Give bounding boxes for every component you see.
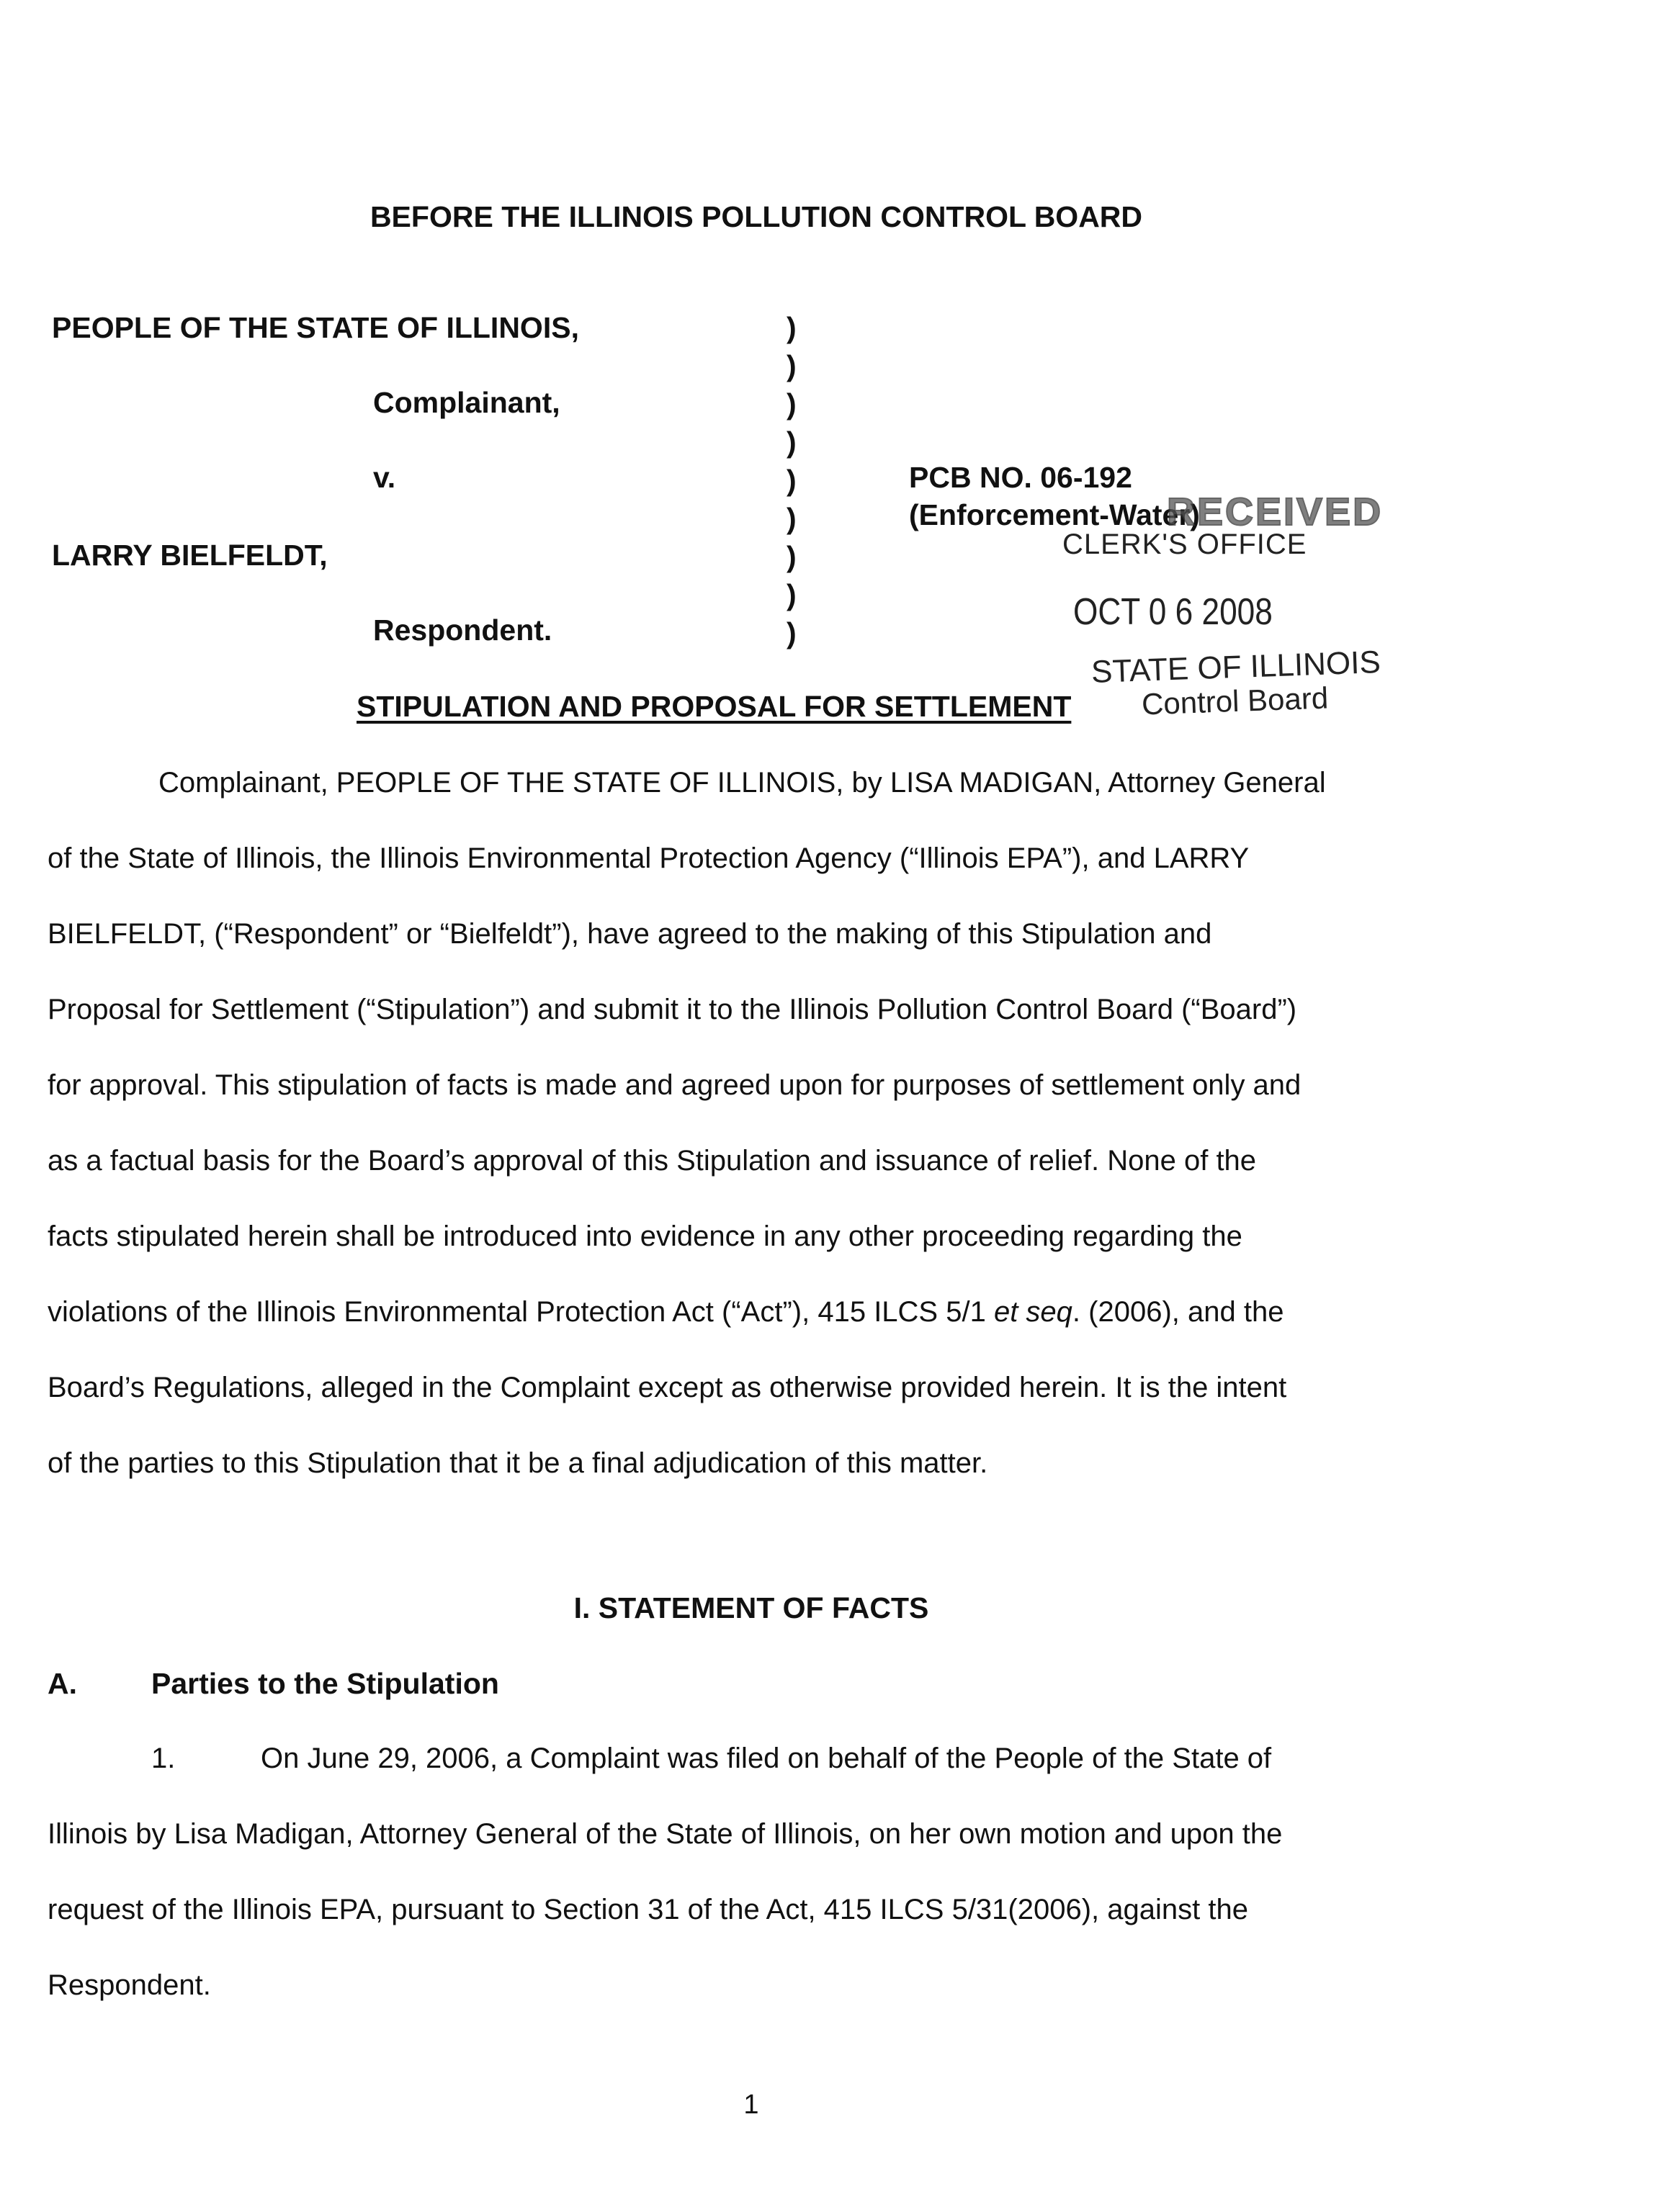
body-line: as a factual basis for the Board’s approval of this Stipulation and issuance of relief. None of the — [48, 1145, 1257, 1177]
body-line: Respondent. — [48, 1969, 211, 2001]
body-text: violations of the Illinois Environmental Protection Act (“Act”), 415 ILCS 5/1 — [48, 1296, 994, 1328]
body-line: facts stipulated herein shall be introduced into evidence in any other proceeding regarding the — [48, 1220, 1242, 1252]
body-line: Proposal for Settlement (“Stipulation”) and submit it to the Illinois Pollution Control Board (“Board”) — [48, 994, 1297, 1025]
body-line: of the parties to this Stipulation that it be a final adjudication of this matter. — [48, 1447, 988, 1479]
received-stamp: RECEIVED — [1167, 490, 1384, 534]
body-text: . (2006), and the — [1072, 1296, 1284, 1328]
stamp-board: Control Board — [1141, 680, 1329, 721]
section-heading: I. STATEMENT OF FACTS — [573, 1591, 929, 1624]
body-line: On June 29, 2006, a Complaint was filed on behalf of the People of the State of — [261, 1743, 1272, 1774]
versus-label: v. — [373, 461, 396, 494]
body-line: for approval. This stipulation of facts is made and agreed upon for purposes of settlement only and — [48, 1069, 1302, 1101]
respondent-name: LARRY BIELFELDT, — [52, 539, 328, 572]
paragraph-number: 1. — [151, 1743, 176, 1774]
caption-paren: ) — [787, 464, 797, 497]
stamp-date: OCT 0 6 2008 — [1073, 591, 1273, 633]
italic-term: et seq — [993, 1296, 1072, 1328]
caption-paren: ) — [787, 540, 797, 573]
caption-paren: ) — [787, 616, 797, 649]
case-number: PCB NO. 06-192 — [909, 461, 1132, 494]
respondent-role: Respondent. — [373, 613, 552, 647]
body-line: of the State of Illinois, the Illinois Environmental Protection Agency (“Illinois EPA”), and LARRY — [48, 842, 1250, 874]
body-line — [48, 1296, 1284, 1328]
body-line: request of the Illinois EPA, pursuant to Section 31 of the Act, 415 ILCS 5/31(2006), against the — [48, 1894, 1248, 1925]
document-title: STIPULATION AND PROPOSAL FOR SETTLEMENT — [357, 690, 1072, 723]
caption-paren: ) — [787, 502, 797, 535]
complainant-role: Complainant, — [373, 386, 560, 419]
stamp-clerks-office: CLERK'S OFFICE — [1062, 529, 1307, 560]
subsection-title: Parties to the Stipulation — [151, 1667, 499, 1700]
subsection-letter: A. — [48, 1667, 77, 1700]
case-type: (Enforcement-Water) — [909, 498, 1200, 531]
caption-paren: ) — [787, 578, 797, 611]
court-header: BEFORE THE ILLINOIS POLLUTION CONTROL BOARD — [369, 200, 1143, 233]
body-line: BIELFELDT, (“Respondent” or “Bielfeldt”), have agreed to the making of this Stipulation and — [48, 918, 1212, 950]
complainant-name: PEOPLE OF THE STATE OF ILLINOIS, — [52, 311, 579, 344]
caption-paren: ) — [787, 349, 797, 382]
body-line: Illinois by Lisa Madigan, Attorney General of the State of Illinois, on her own motion and upon the — [48, 1818, 1283, 1850]
caption-paren: ) — [787, 311, 797, 344]
stamp-state: STATE OF ILLINOIS — [1090, 644, 1381, 690]
page-number: 1 — [743, 2090, 759, 2120]
body-line: Board’s Regulations, alleged in the Complaint except as otherwise provided herein. It is the intent — [48, 1372, 1287, 1403]
caption-paren: ) — [787, 426, 797, 459]
body-line: Complainant, PEOPLE OF THE STATE OF ILLINOIS, by LISA MADIGAN, Attorney General — [158, 767, 1326, 799]
caption-paren: ) — [787, 387, 797, 421]
